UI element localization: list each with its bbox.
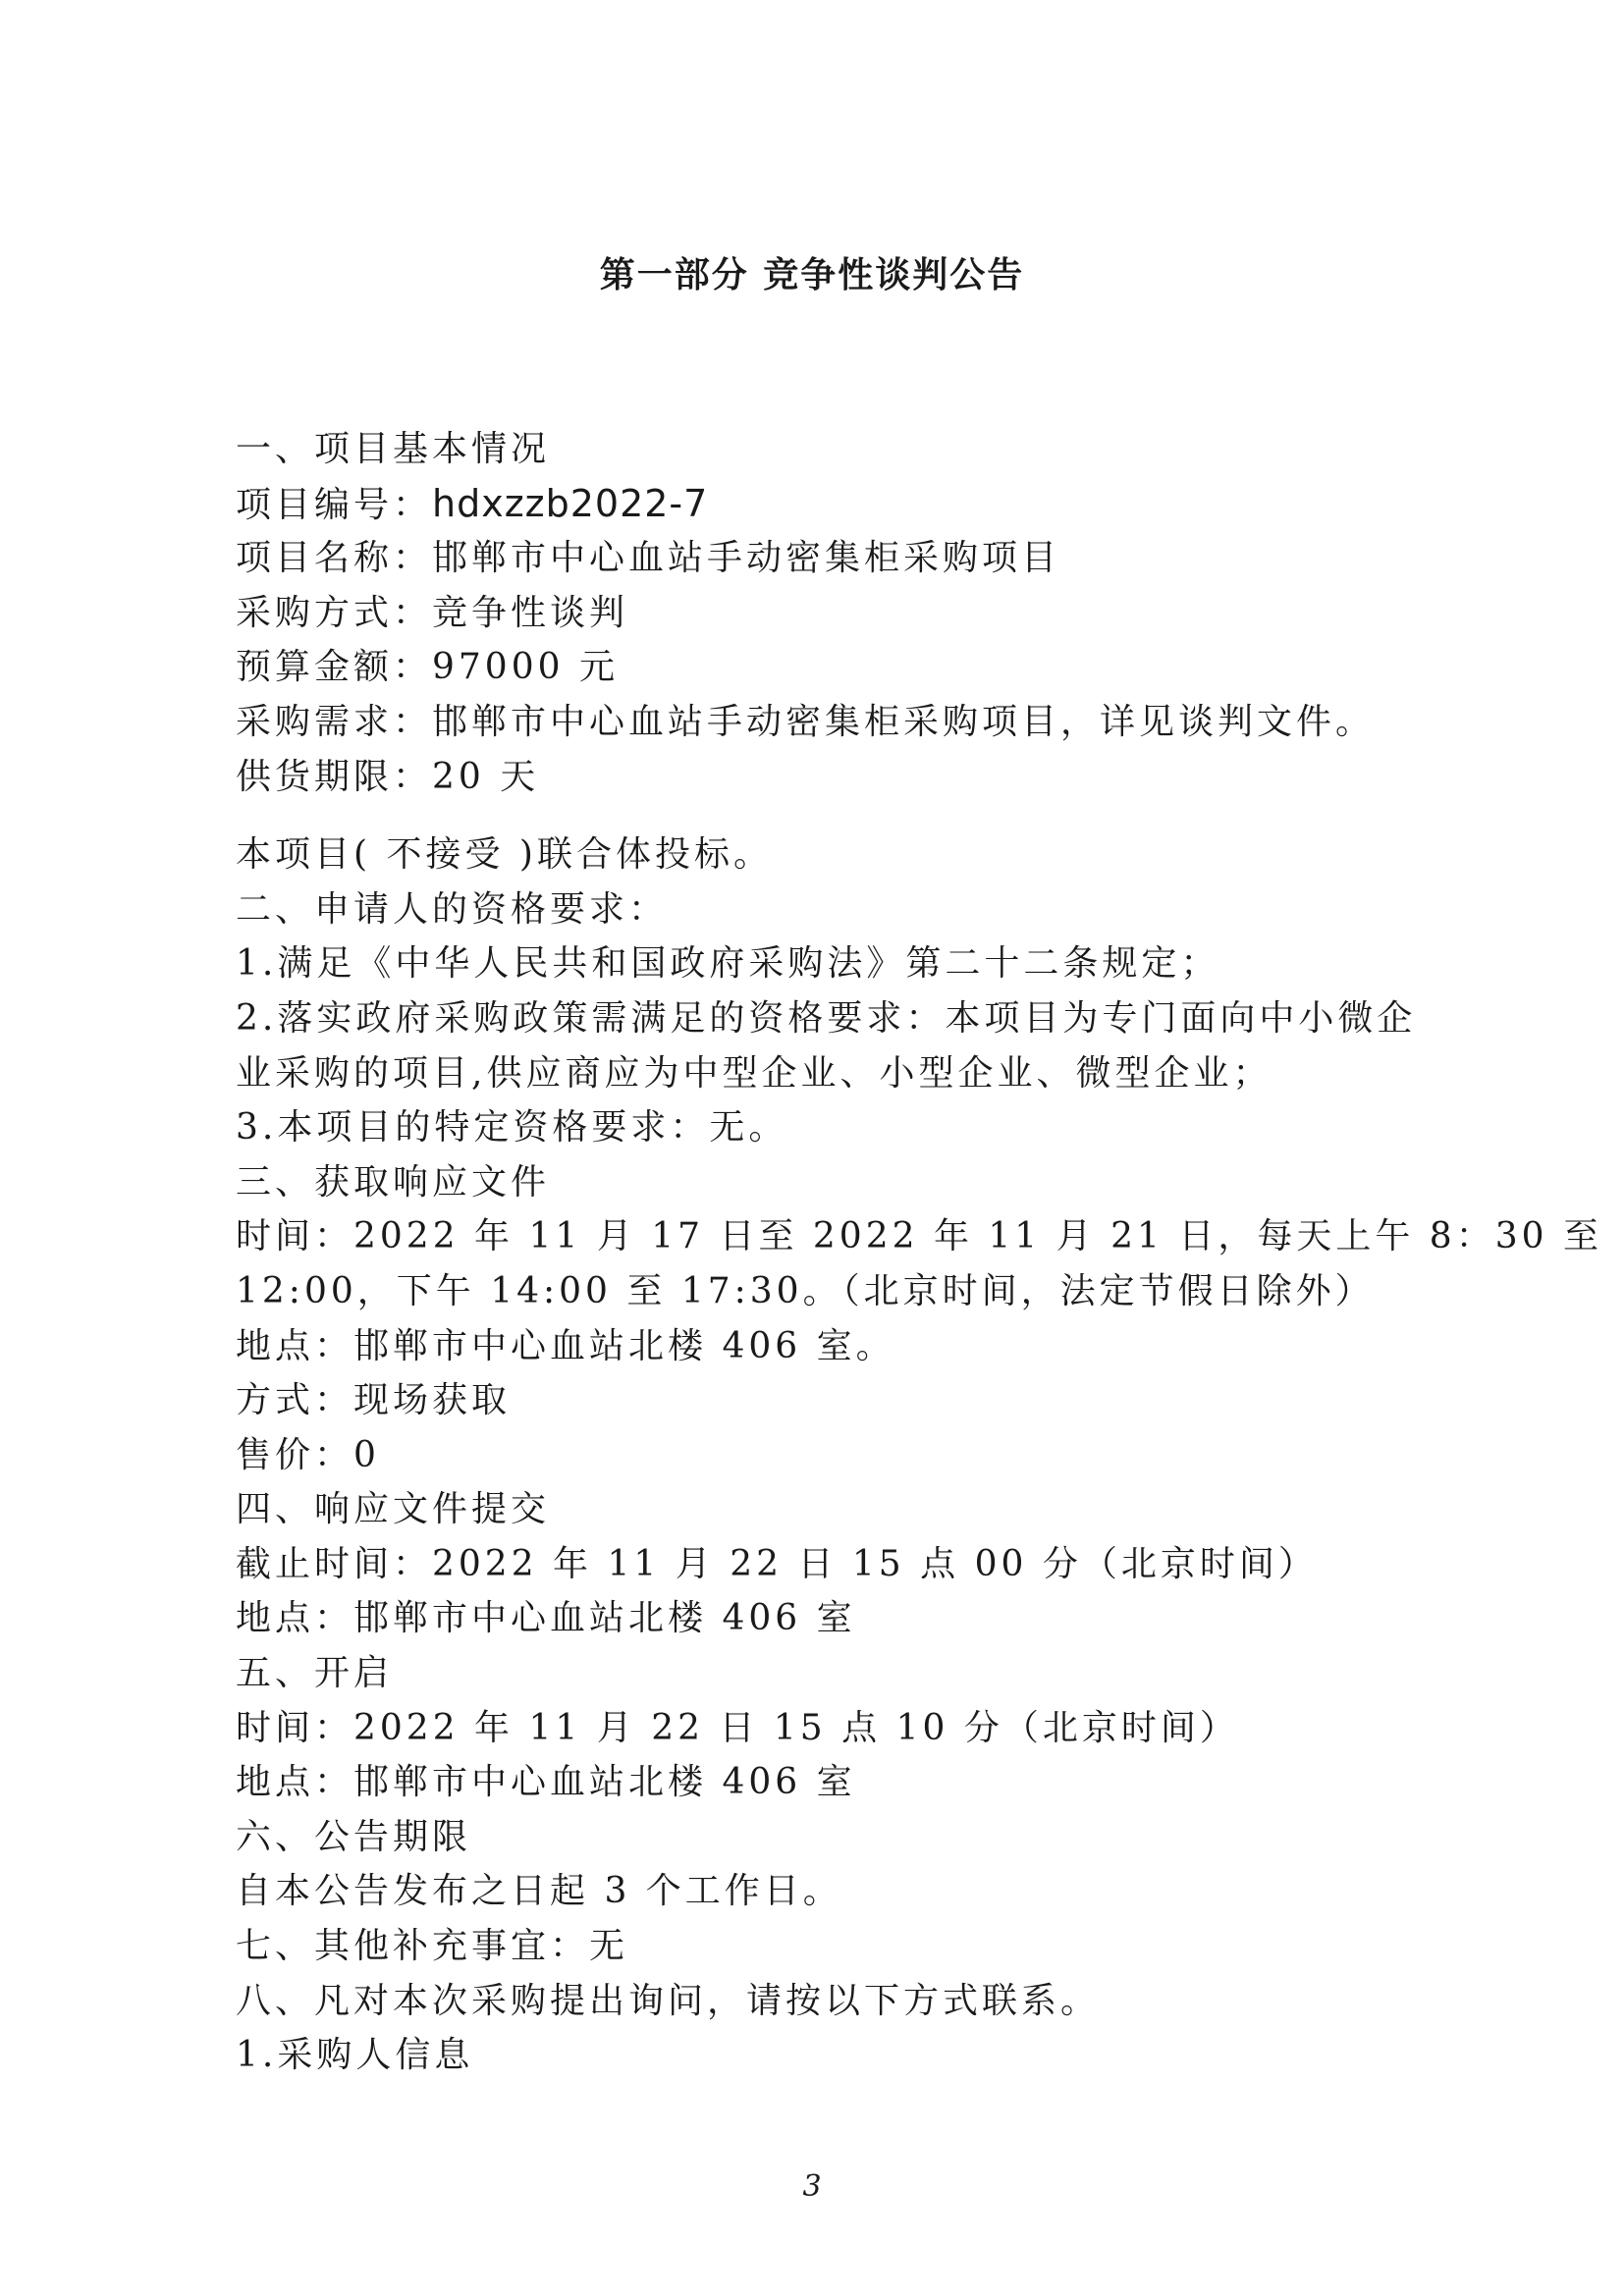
obtain-time-line-cont: 12:00，下午 14:00 至 17:30。（北京时间，法定节假日除外）: [236, 1270, 1375, 1311]
page-number: 3: [802, 2169, 822, 2204]
opening-time-line: 时间：2022 年 11 月 22 日 15 点 10 分（北京时间）: [236, 1707, 1239, 1748]
opening-location-line: 地点：邯郸市中心血站北楼 406 室: [236, 1762, 856, 1803]
page-title: 第一部分 竞争性谈判公告: [599, 255, 1025, 295]
project-code-label: 项目编号：: [236, 484, 433, 525]
section-heading-other-matters: 七、其他补充事宜：无: [236, 1926, 629, 1967]
project-name-line: 项目名称：邯郸市中心血站手动密集柜采购项目: [236, 538, 1061, 579]
notice-period-line: 自本公告发布之日起 3 个工作日。: [236, 1871, 842, 1912]
budget-line: 预算金额：97000 元: [236, 647, 619, 688]
price-line: 售价：0: [236, 1434, 380, 1475]
qualification-item-3: 3.本项目的特定资格要求：无。: [236, 1107, 788, 1148]
procurement-method-line: 采购方式：竞争性谈判: [236, 592, 629, 633]
section-heading-notice-period: 六、公告期限: [236, 1816, 472, 1857]
obtain-method-line: 方式：现场获取: [236, 1380, 512, 1421]
delivery-period-line: 供货期限：20 天: [236, 756, 540, 797]
consortium-line: 本项目( 不接受 )联合体投标。: [236, 834, 773, 876]
section-heading-contact: 八、凡对本次采购提出询问，请按以下方式联系。: [236, 1980, 1101, 2021]
submission-location-line: 地点：邯郸市中心血站北楼 406 室: [236, 1598, 856, 1639]
obtain-location-line: 地点：邯郸市中心血站北楼 406 室。: [236, 1325, 895, 1366]
section-heading-qualifications: 二、申请人的资格要求：: [236, 888, 669, 930]
submission-deadline-line: 截止时间：2022 年 11 月 22 日 15 点 00 分（北京时间）: [236, 1543, 1318, 1584]
section-heading-obtain-documents: 三、获取响应文件: [236, 1161, 551, 1202]
qualification-item-1: 1.满足《中华人民共和国政府采购法》第二十二条规定；: [236, 943, 1220, 985]
qualification-item-2: 2.落实政府采购政策需满足的资格要求：本项目为专门面向中小微企: [236, 997, 1417, 1039]
section-heading-opening: 五、开启: [236, 1653, 394, 1694]
section-heading-project-info: 一、项目基本情况: [236, 429, 551, 469]
project-code-line: [236, 477, 1404, 532]
requirement-line: 采购需求：邯郸市中心血站手动密集柜采购项目，详见谈判文件。: [236, 701, 1376, 742]
project-code-value: hdxzzb2022-7: [432, 481, 709, 525]
purchaser-info-line: 1.采购人信息: [236, 2035, 474, 2076]
announcement-body: [236, 422, 1602, 2083]
section-heading-submission: 四、响应文件提交: [236, 1489, 551, 1530]
qualification-item-2-cont: 业采购的项目,供应商应为中型企业、小型企业、微型企业；: [236, 1052, 1272, 1094]
obtain-time-line: 时间：2022 年 11 月 17 日至 2022 年 11 月 21 日，每天上午 8：30 至: [236, 1216, 1602, 1257]
